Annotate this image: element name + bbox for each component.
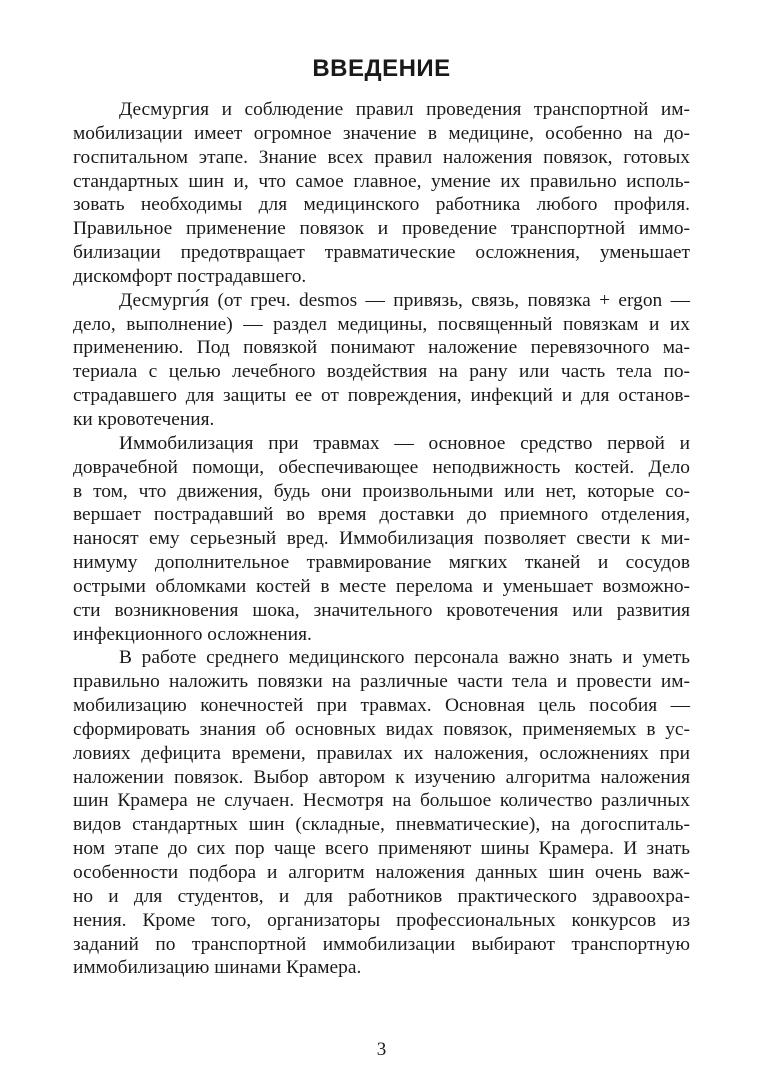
text-line: в том, что движения, будь они произвольными или нет, которые со-	[73, 480, 690, 502]
text-line: билизации предотвращает травматические осложнения, уменьшает	[73, 242, 690, 264]
paragraph	[73, 98, 690, 289]
text-line: видов стандартных шин (складные, пневматические), на догоспиталь-	[73, 814, 690, 836]
text-line: ки кровотечения.	[73, 408, 215, 430]
text-line: правильно наложить повязки на различные части тела и провести им-	[73, 671, 690, 693]
text-line: доврачебной помощи, обеспечивающее неподвижность костей. Дело	[73, 456, 690, 478]
text-line: госпитальном этапе. Знание всех правил наложения повязок, готовых	[73, 146, 690, 168]
text-line: острыми обломками костей в месте перелома и уменьшает возможно-	[73, 575, 690, 597]
text-line: нения. Кроме того, организаторы профессиональных конкурсов из	[73, 909, 690, 931]
body-text	[73, 98, 690, 980]
text-line: особенности подбора и алгоритм наложения данных шин очень важ-	[73, 862, 690, 883]
text-line: мобилизацию конечностей при травмах. Основная цель пособия —	[73, 695, 690, 717]
paragraph	[73, 289, 690, 432]
text-line: нимуму дополнительное травмирование мягких тканей и сосудов	[73, 552, 690, 574]
page-number: 3	[376, 1039, 387, 1060]
text-line: применению. Под повязкой понимают наложение перевязочного ма-	[73, 337, 690, 359]
text-line: Десмурги́я (от греч. desmos — привязь, связь, повязка + ergon —	[119, 289, 690, 311]
text-line: страдавшего для защиты ее от повреждения, инфекций и для останов-	[73, 385, 690, 407]
text-line: шин Крамера не случаен. Несмотря на большое количество различных	[73, 790, 690, 812]
text-line: Десмургия и соблюдение правил проведения транспортной им-	[119, 99, 690, 120]
text-line: иммобилизацию шинами Крамера.	[73, 957, 362, 979]
paragraph	[73, 432, 690, 647]
text-line: инфекционного осложнения.	[73, 623, 312, 645]
text-line: дело, выполнение) — раздел медицины, посвященный повязкам и их	[73, 313, 690, 335]
text-line: но и для студентов, и для работников практического здравоохра-	[73, 885, 690, 907]
text-line: Правильное применение повязок и проведение транспортной иммо-	[73, 218, 690, 240]
text-line: териала с целью лечебного воздействия на рану или часть тела по-	[73, 361, 690, 383]
text-line: сти возникновения шока, значительного кровотечения или развития	[73, 599, 690, 621]
text-line: мобилизации имеет огромное значение в медицине, особенно на до-	[73, 122, 690, 144]
text-line: В работе среднего медицинского персонала важно знать и уметь	[119, 647, 690, 669]
text-line: Иммобилизация при травмах — основное средство первой и	[119, 432, 690, 454]
text-line: ном этапе до сих пор чаще всего применяют шины Крамера. И знать	[73, 838, 690, 860]
text-line: дискомфорт пострадавшего.	[73, 265, 307, 287]
text-line: наносят ему серьезный вред. Иммобилизация позволяет свести к ми-	[73, 528, 690, 550]
paragraph	[73, 646, 690, 980]
text-line: зовать необходимы для медицинского работника любого профиля.	[73, 194, 690, 216]
text-line: наложении повязок. Выбор автором к изучению алгоритма наложения	[73, 766, 690, 788]
text-line: сформировать знания об основных видах повязок, применяемых в ус-	[73, 718, 690, 740]
text-line: заданий по транспортной иммобилизации выбирают транспортную	[73, 933, 690, 955]
page-title: ВВЕДЕНИЕ	[312, 55, 451, 82]
text-line: ловиях дефицита времени, правилах их наложения, осложнениях при	[73, 742, 690, 764]
text-line: стандартных шин и, что самое главное, умение их правильно исполь-	[73, 170, 690, 192]
text-line: вершает пострадавший во время доставки до приемного отделения,	[73, 504, 690, 526]
